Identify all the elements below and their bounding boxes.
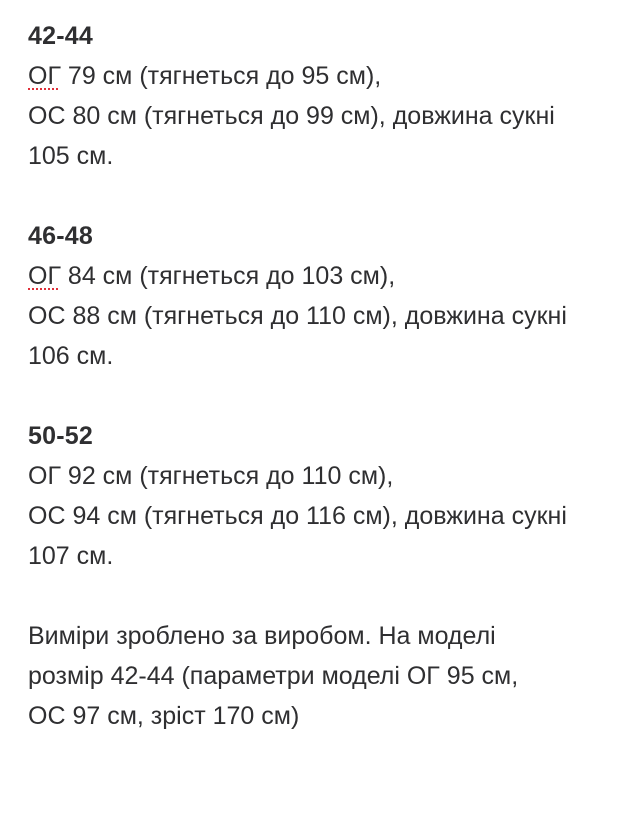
size-block-46-48	[28, 216, 640, 376]
bust-measurement-text: 79 см (тягнеться до 95 см),	[60, 62, 382, 90]
waist-length-line: ОС 94 см (тягнеться до 116 см), довжина сукні	[28, 502, 567, 530]
dress-length-line: 105 см.	[28, 142, 114, 170]
size-title: 46-48	[28, 222, 93, 250]
spellcheck-underlined-word: ОГ	[28, 262, 61, 290]
waist-length-line: ОС 80 см (тягнеться до 99 см), довжина сукні	[28, 102, 555, 130]
size-block-50-52	[28, 416, 640, 576]
dress-length-line: 107 см.	[28, 542, 114, 570]
note-line: розмір 42-44 (параметри моделі ОГ 95 см,	[28, 662, 519, 690]
size-block-42-44	[28, 16, 640, 176]
measurement-note	[28, 616, 640, 736]
bust-measurement-line: ОГ 92 см (тягнеться до 110 см),	[28, 462, 394, 490]
note-line: ОС 97 см, зріст 170 см)	[28, 702, 300, 730]
dress-length-line: 106 см.	[28, 342, 114, 370]
bust-measurement-text: 84 см (тягнеться до 103 см),	[60, 262, 396, 290]
note-line: Виміри зроблено за виробом. На моделі	[28, 622, 496, 650]
bust-measurement-line	[28, 56, 640, 96]
bust-measurement-line	[28, 256, 640, 296]
size-title: 50-52	[28, 422, 93, 450]
waist-length-line: ОС 88 см (тягнеться до 110 см), довжина сукні	[28, 302, 567, 330]
size-title: 42-44	[28, 22, 93, 50]
spellcheck-underlined-word: ОГ	[28, 62, 61, 90]
